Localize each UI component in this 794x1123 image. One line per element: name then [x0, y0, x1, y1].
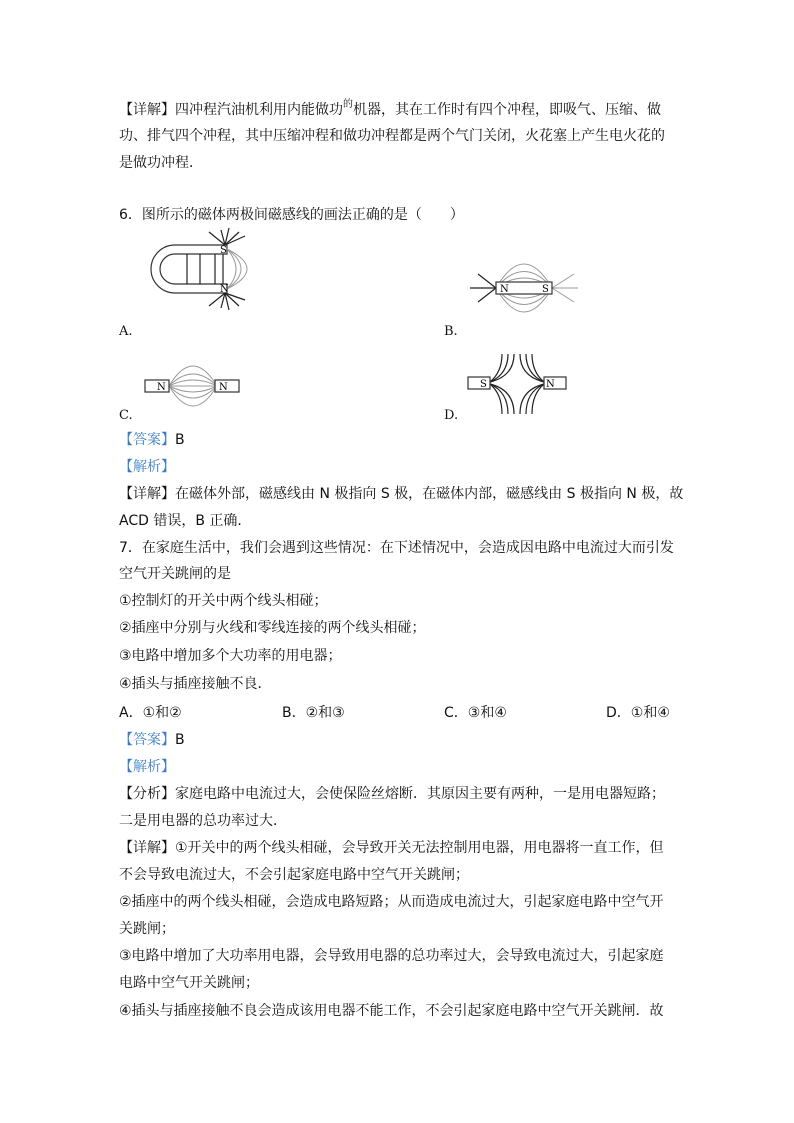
detail-text: 机器，其在工作时有四个冲程，即吸气、压缩、做 [353, 102, 661, 118]
pole-label-n: N [219, 382, 228, 393]
question-7-stem: 空气开关跳闸的是 [119, 566, 231, 582]
answer-label: 【答案】 [119, 432, 175, 448]
option-d-label[interactable]: D. [444, 408, 459, 423]
detail-line [119, 101, 661, 121]
pole-label-n: N [157, 382, 166, 393]
detail-line: 功、排气四个冲程，其中压缩冲程和做功冲程都是两个气门关闭，火花塞上产生电火花的 [119, 128, 665, 144]
answer-line [119, 431, 185, 449]
detail-line: ACD 错误，B 正确． [119, 513, 252, 529]
option-a-label[interactable]: A. [119, 324, 133, 339]
detail-line: 关跳闸； [119, 921, 175, 937]
answer-value: B [175, 432, 185, 448]
question-item: ③电路中增加多个大功率的用电器； [119, 648, 342, 664]
pole-label-s: S [480, 379, 487, 390]
figure-c-two-north-poles [143, 354, 243, 414]
pole-label-n: N [220, 284, 229, 295]
option-c-label[interactable]: C. [119, 408, 133, 423]
answer-value: B [175, 732, 185, 748]
question-item: ④插头与插座接触不良． [119, 676, 272, 692]
figure-b-bar-magnet [466, 250, 582, 330]
analysis-line: 二是用电器的总功率过大． [119, 813, 287, 829]
detail-line: 电路中空气开关跳闸； [119, 975, 259, 991]
superscript-text: 的 [343, 99, 353, 110]
choice-b[interactable]: B．②和③ [282, 705, 345, 721]
detail-line: 【详解】在磁体外部，磁感线由 N 极指向 S 极，在磁体内部，磁感线由 S 极指向 N 极，故 [119, 486, 684, 502]
question-6-stem: 6．图所示的磁体两极间磁感线的画法正确的是（ ） [119, 207, 464, 223]
detail-line: ④插头与插座接触不良会造成该用电器不能工作，不会引起家庭电路中空气开关跳闸．故 [119, 1003, 664, 1019]
choice-a[interactable]: A．①和② [119, 705, 182, 721]
pole-label-n: N [500, 284, 509, 295]
detail-text: 【详解】四冲程汽油机利用内能做功 [119, 102, 343, 118]
analysis-label: 【解析】 [119, 759, 175, 775]
analysis-label: 【解析】 [119, 459, 175, 475]
question-item: ②插座中分别与火线和零线连接的两个线头相碰； [119, 620, 426, 636]
detail-line: 是做功冲程． [119, 155, 203, 171]
question-item: ①控制灯的开关中两个线头相碰； [119, 593, 328, 609]
detail-line: 不会导致电流过大，不会引起家庭电路中空气开关跳闸； [119, 867, 469, 883]
detail-line: 【详解】①开关中的两个线头相碰，会导致开关无法控制用电器，用电器将一直工作，但 [119, 840, 664, 856]
analysis-line: 【分析】家庭电路中电流过大，会使保险丝熔断．其原因主要有两种，一是用电器短路； [119, 786, 665, 802]
question-7-stem: 7．在家庭生活中，我们会遇到这些情况：在下述情况中，会造成因电路中电流过大而引发 [119, 540, 674, 556]
pole-label-n: N [546, 379, 555, 390]
detail-line: ③电路中增加了大功率用电器，会导致用电器的总功率过大，会导致电流过大，引起家庭 [119, 948, 664, 964]
answer-line [119, 731, 185, 749]
choice-d[interactable]: D．①和④ [606, 705, 670, 721]
figure-a-horseshoe-magnet [145, 236, 255, 336]
answer-label: 【答案】 [119, 732, 175, 748]
detail-line: ②插座中的两个线头相碰，会造成电路短路；从而造成电流过大，引起家庭电路中空气开 [119, 894, 664, 910]
pole-label-s: S [542, 284, 549, 295]
figure-d-south-north-poles [466, 352, 570, 416]
choice-c[interactable]: C．③和④ [444, 705, 507, 721]
pole-label-s: S [220, 245, 227, 256]
option-b-label[interactable]: B. [444, 324, 458, 339]
